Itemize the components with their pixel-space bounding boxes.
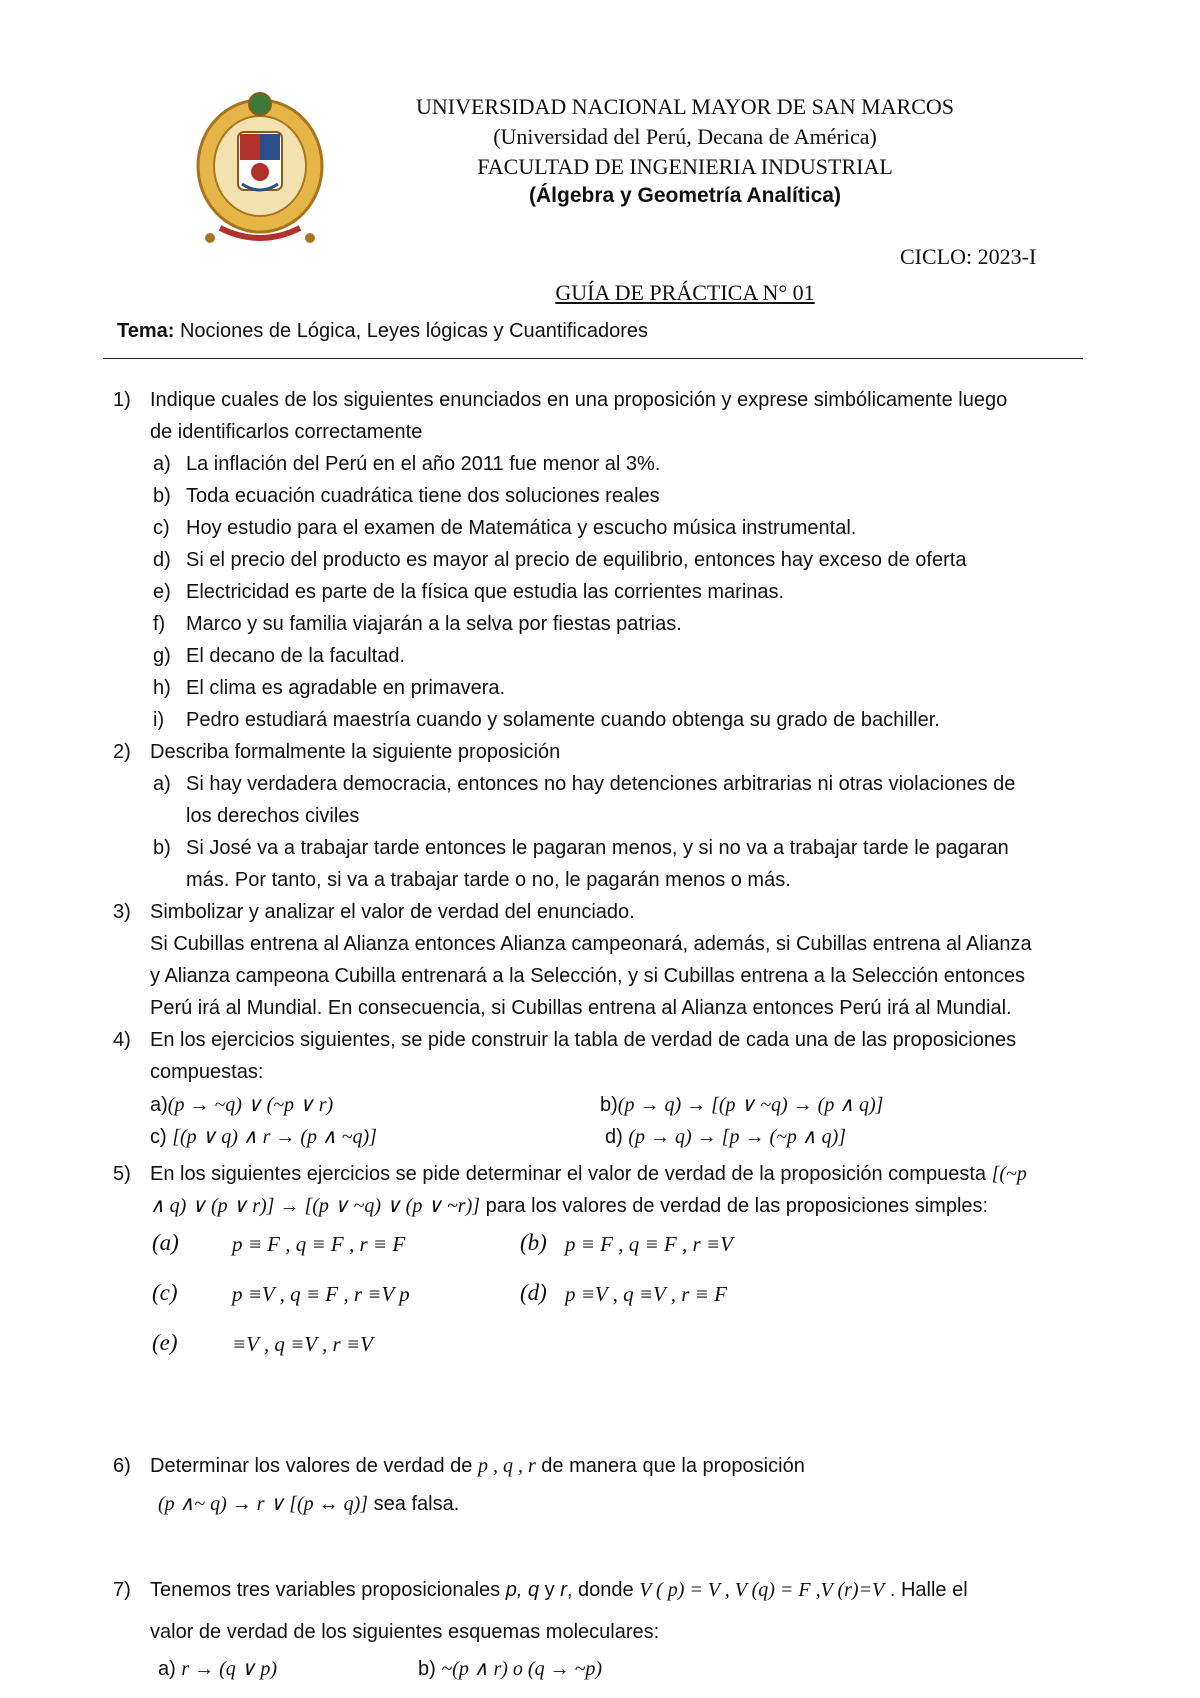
q7-number: 7): [113, 1579, 131, 1601]
q7-line1-and: y: [539, 1579, 561, 1601]
q3-line4: Perú irá al Mundial. En consecuencia, si Cubillas entrena al Alianza entonces Perú irá al Mundial.: [150, 997, 1012, 1019]
q6-line1-vars: p , q , r: [477, 1455, 536, 1477]
q5-a-values: p ≡ F , q ≡ F , r ≡ F: [232, 1232, 406, 1256]
q5-d-values: p ≡V , q ≡V , r ≡ F: [565, 1282, 727, 1306]
q6-line1-rest: de manera que la proposición: [535, 1455, 805, 1477]
q1-item-text: Hoy estudio para el examen de Matemática y escucho música instrumental.: [186, 517, 857, 539]
q1-item-label: b): [153, 485, 171, 507]
q1-item-text: El decano de la facultad.: [186, 645, 406, 667]
q1-item-label: g): [153, 645, 171, 667]
q4-item-b: [600, 1092, 883, 1117]
q7-line1-where: , donde: [566, 1579, 640, 1601]
faculty-name: FACULTAD DE INGENIERIA INDUSTRIAL: [477, 154, 893, 179]
q6-line1-text: Determinar los valores de verdad de: [150, 1455, 478, 1477]
q5-b-label: (b): [520, 1230, 547, 1255]
q1-item-label: c): [153, 517, 170, 539]
q1-item-label: f): [153, 613, 166, 635]
q1-text-line1: Indique cuales de los siguientes enunciados en una proposición y exprese simbólicamente luego: [150, 389, 1008, 411]
q5-e-values: ≡V , q ≡V , r ≡V: [232, 1332, 373, 1356]
q5-line1: [150, 1158, 1130, 1190]
q7-a-label: a): [158, 1658, 182, 1680]
q4-a-formula: (p → ~q) ∨ (~p ∨ r): [167, 1094, 334, 1116]
q4-item-a: [150, 1092, 333, 1117]
university-name: UNIVERSIDAD NACIONAL MAYOR DE SAN MARCOS: [415, 94, 955, 119]
topic-line: [117, 320, 648, 343]
q4-item-d: [605, 1124, 846, 1149]
divider: [103, 358, 1083, 359]
q3-line1: Simbolizar y analizar el valor de verdad del enunciado.: [150, 901, 635, 923]
q7-line1-r: r: [560, 1579, 567, 1601]
q7-line1-end: . Halle el: [884, 1579, 968, 1601]
q7-item-a: [158, 1656, 277, 1681]
q4-a-label: a): [150, 1094, 168, 1116]
q5-a-label: (a): [152, 1230, 179, 1255]
q2-text: Describa formalmente la siguiente proposición: [150, 741, 561, 763]
q1-item-label: e): [153, 581, 171, 603]
q7-item-b: [418, 1656, 602, 1681]
q7-line2: valor de verdad de los siguientes esquemas moleculares:: [150, 1621, 660, 1643]
q4-line1: En los ejercicios siguientes, se pide construir la tabla de verdad de cada una de las proposiciones: [150, 1029, 1017, 1051]
q1-item-text: Si el precio del producto es mayor al precio de equilibrio, entonces hay exceso de oferta: [186, 549, 967, 571]
q1-item-label: d): [153, 549, 171, 571]
q1-number: 1): [113, 389, 131, 411]
q2-a-label: a): [153, 773, 171, 795]
q1-item-label: a): [153, 453, 171, 475]
q1-item-text: Pedro estudiará maestría cuando y solamente cuando obtenga su grado de bachiller.: [186, 709, 940, 731]
q4-b-label: b): [600, 1094, 618, 1116]
q7-line1-vars: p, q: [505, 1579, 540, 1601]
q2-b-line2: más. Por tanto, si va a trabajar tarde o no, le pagarán menos o más.: [186, 869, 791, 891]
q7-b-formula: ~(p ∧ r) o (q → ~p): [441, 1658, 603, 1680]
q4-number: 4): [113, 1029, 131, 1051]
guide-title: [300, 280, 1070, 306]
q1-item-text: La inflación del Perú en el año 2011 fue menor al 3%.: [186, 453, 661, 475]
q1-item-label: i): [153, 709, 165, 731]
course-name: (Álgebra y Geometría Analítica): [529, 184, 841, 207]
q4-line2: compuestas:: [150, 1061, 264, 1083]
q6-line2: [158, 1488, 1108, 1520]
q5-c-label: (c): [152, 1280, 178, 1305]
q7-line1: [150, 1574, 1130, 1606]
q5-number: 5): [113, 1163, 131, 1185]
q6-line2-text: sea falsa.: [368, 1493, 460, 1515]
q2-a-line1: Si hay verdadera democracia, entonces no hay detenciones arbitrarias ni otras violaciones de: [186, 773, 1016, 795]
guide-title-text: GUÍA DE PRÁCTICA N° 01: [555, 280, 815, 305]
q3-line2: Si Cubillas entrena al Alianza entonces Alianza campeonará, además, si Cubillas entrena al Alianza: [150, 933, 1032, 955]
q5-line2: [150, 1190, 1130, 1222]
q7-line1-text: Tenemos tres variables proposicionales: [150, 1579, 506, 1601]
q6-number: 6): [113, 1455, 131, 1477]
q5-c-values: p ≡V , q ≡ F , r ≡V p: [232, 1282, 410, 1306]
q1-item-text: Electricidad es parte de la física que estudia las corrientes marinas.: [186, 581, 785, 603]
q5-line2-text: para los valores de verdad de las proposiciones simples:: [480, 1195, 989, 1217]
q4-d-formula: (p → q) → [p → (~p ∧ q)]: [628, 1126, 847, 1148]
q4-d-label: d): [605, 1126, 629, 1148]
q5-line1-formula: [(~p: [991, 1163, 1027, 1185]
q4-item-c: [150, 1124, 377, 1149]
q2-b-label: b): [153, 837, 171, 859]
cycle-label: CICLO: 2023-I: [900, 244, 1037, 269]
q2-b-line1: Si José va a trabajar tarde entonces le pagaran menos, y si no va a trabajar tarde le pagaran: [186, 837, 1009, 859]
q2-a-line2: los derechos civiles: [186, 805, 360, 827]
q3-number: 3): [113, 901, 131, 923]
q5-line1-text: En los siguientes ejercicios se pide determinar el valor de verdad de la proposición compuesta: [150, 1163, 992, 1185]
q4-c-formula: [(p ∨ q) ∧ r → (p ∧ ~q)]: [172, 1126, 377, 1148]
q1-item-text: El clima es agradable en primavera.: [186, 677, 506, 699]
topic-label: Tema:: [117, 320, 175, 342]
q5-line2-formula: ∧ q) ∨ (p ∨ r)] → [(p ∨ ~q) ∨ (p ∨ ~r)]: [150, 1195, 481, 1217]
topic-text: Nociones de Lógica, Leyes lógicas y Cuantificadores: [179, 320, 649, 342]
q1-item-text: Toda ecuación cuadrática tiene dos soluciones reales: [186, 485, 660, 507]
q2-number: 2): [113, 741, 131, 763]
q5-b-values: p ≡ F , q ≡ F , r ≡V: [565, 1232, 733, 1256]
q5-e-label: (e): [152, 1330, 178, 1355]
q3-line3: y Alianza campeona Cubilla entrenará a la Selección, y si Cubillas entrena a la Selección entonces: [150, 965, 1025, 987]
q4-c-label: c): [150, 1126, 173, 1148]
q7-b-label: b): [418, 1658, 442, 1680]
q1-item-label: h): [153, 677, 171, 699]
q4-b-formula: (p → q) → [(p ∨ ~q) → (p ∧ q)]: [617, 1094, 884, 1116]
q7-line1-formula: V ( p) = V , V (q) = F ,V (r)=V: [639, 1579, 885, 1601]
q7-a-formula: r → (q ∨ p): [181, 1658, 278, 1680]
q6-line2-formula: (p ∧~ q) → r ∨ [(p ↔ q)]: [158, 1493, 369, 1515]
q5-d-label: (d): [520, 1280, 547, 1305]
q6-line1: [150, 1450, 1130, 1482]
university-subtitle: (Universidad del Perú, Decana de América): [493, 124, 877, 149]
q1-item-text: Marco y su familia viajarán a la selva por fiestas patrias.: [186, 613, 682, 635]
q1-text-line2: de identificarlos correctamente: [150, 421, 423, 443]
